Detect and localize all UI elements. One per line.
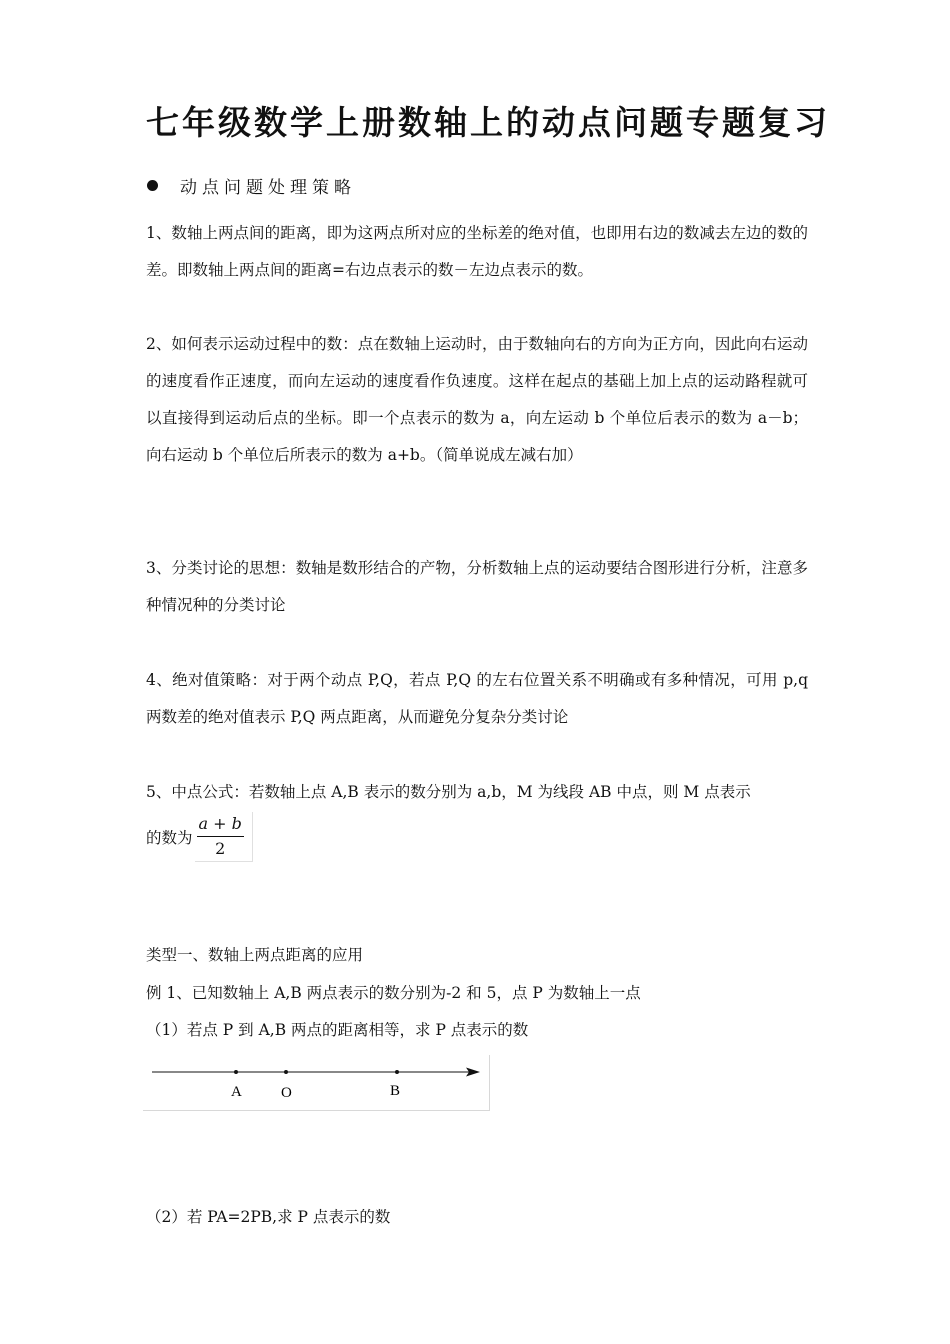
fraction-box (195, 812, 253, 862)
midpoint-formula (146, 812, 253, 862)
strategy-1: 1、数轴上两点间的距离，即为这两点所对应的坐标差的绝对值，也即用右边的数减去左边的数的差。即数轴上两点间的距离=右边点表示的数－左边点表示的数。 (146, 224, 808, 279)
type1-heading: 类型一、数轴上两点距离的应用 (146, 946, 364, 964)
fraction-numerator: a + b (197, 814, 244, 837)
label-o: O (281, 1085, 292, 1101)
strategy-3: 3、分类讨论的思想：数轴是数形结合的产物，分析数轴上点的运动要结合图形进行分析，注意多种情况种的分类讨论 (146, 559, 808, 614)
fraction-denominator: 2 (215, 839, 226, 858)
number-line-figure (143, 1055, 490, 1111)
section-heading: 动点问题处理策略 (180, 177, 356, 198)
strategy-5: 5、中点公式：若数轴上点 A,B 表示的数分别为 a,b，M 为线段 AB 中点，则 M 点表示 (146, 783, 751, 801)
label-b: B (390, 1083, 401, 1099)
strategy-4: 4、绝对值策略：对于两个动点 P,Q，若点 P,Q 的左右位置关系不明确或有多种情况，可用 p,q 两数差的绝对值表示 P,Q 两点距离，从而避免分复杂分类讨论 (146, 671, 808, 726)
question-1: （1）若点 P 到 A,B 两点的距离相等，求 P 点表示的数 (146, 1021, 529, 1039)
label-a: A (231, 1084, 242, 1100)
example-1: 例 1、已知数轴上 A,B 两点表示的数分别为-2 和 5，点 P 为数轴上一点 (146, 984, 641, 1002)
page-title: 七年级数学上册数轴上的动点问题专题复习 (146, 103, 830, 142)
midpoint-prefix: 的数为 (146, 829, 193, 847)
point-a-dot (234, 1070, 238, 1074)
midpoint-fraction (197, 814, 244, 859)
section-heading-row (146, 170, 356, 200)
number-line-svg (143, 1055, 489, 1110)
point-b-dot (395, 1070, 399, 1074)
strategy-2: 2、如何表示运动过程中的数：点在数轴上运动时，由于数轴向右的方向为正方向，因此向右运动的速度看作正速度，而向左运动的速度看作负速度。这样在起点的基础上加上点的运动路程就可以直接得到运动后点的坐标。即一个点表示的数为 a，向左运动 b 个单位后表示的数为 a－b；向右运动 b 个单位后所表示的数为 a+b。（简单说成左减右加） (146, 335, 808, 464)
bullet-icon (147, 180, 158, 191)
question-2: （2）若 PA=2PB,求 P 点表示的数 (146, 1208, 391, 1226)
point-o-dot (284, 1070, 288, 1074)
